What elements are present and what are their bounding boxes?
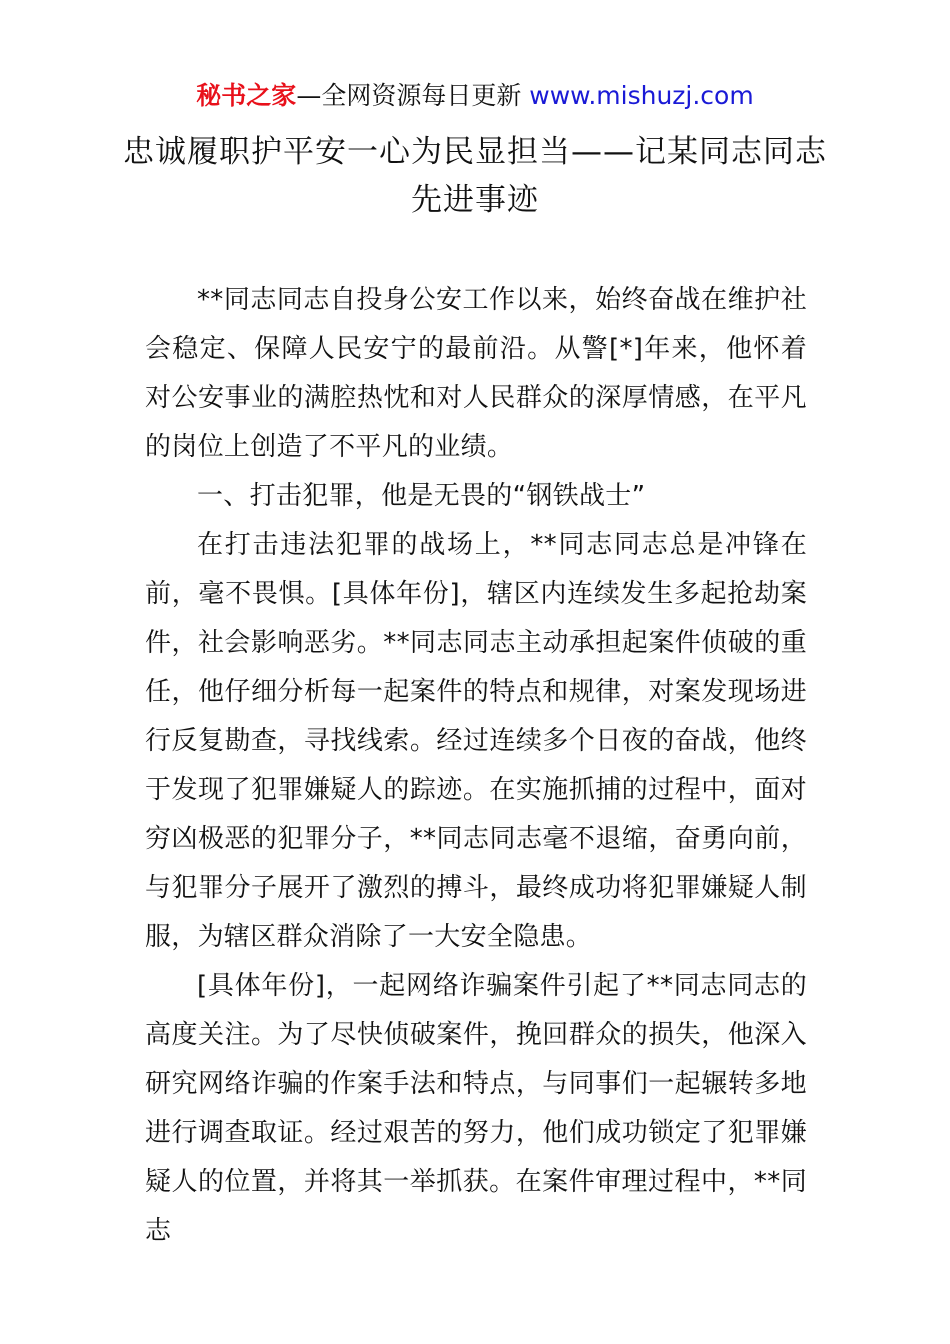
document-title: 忠诚履职护平安一心为民显担当——记某同志同志先进事迹 <box>123 134 827 218</box>
header-tagline: —全网资源每日更新 <box>296 81 522 110</box>
section-heading: 一、打击犯罪，他是无畏的“钢铁战士” <box>197 481 646 511</box>
intro-paragraph: **同志同志自投身公安工作以来，始终奋战在维护社会稳定、保障人民安宁的最前沿。从警[*]年来，他怀着对公安事业的满腔热忱和对人民群众的深厚情感，在平凡的岗位上创造了不平凡的业绩。 <box>145 285 807 462</box>
body-paragraph: [具体年份]，一起网络诈骗案件引起了**同志同志的高度关注。为了尽快侦破案件，挽回群众的损失，他深入研究网络诈骗的作案手法和特点，与同事们一起辗转多地进行调查取证。经过艰苦的努力，他们成功锁定了犯罪嫌疑人的位置，并将其一举抓获。在案件审理过程中，**同志 <box>145 971 807 1246</box>
document-body <box>145 276 807 1256</box>
site-url-link[interactable]: www.mishuzj.com <box>529 81 754 110</box>
brand-name: 秘书之家 <box>196 81 297 110</box>
site-header <box>0 78 950 114</box>
body-paragraph: 在打击违法犯罪的战场上，**同志同志总是冲锋在前，毫不畏惧。[具体年份]，辖区内连续发生多起抢劫案件，社会影响恶劣。**同志同志主动承担起案件侦破的重任，他仔细分析每一起案件的特点和规律，对案发现场进行反复勘查，寻找线索。经过连续多个日夜的奋战，他终于发现了犯罪嫌疑人的踪迹。在实施抓捕的过程中，面对穷凶极恶的犯罪分子，**同志同志毫不退缩，奋勇向前，与犯罪分子展开了激烈的搏斗，最终成功将犯罪嫌疑人制服，为辖区群众消除了一大安全隐患。 <box>145 530 807 952</box>
